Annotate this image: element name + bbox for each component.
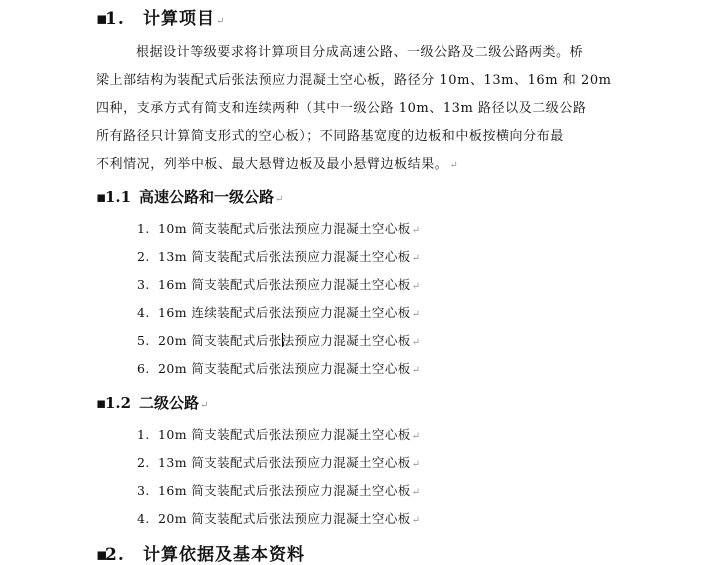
list-item[interactable] [137, 247, 420, 265]
list-item-number: 4. [137, 511, 150, 526]
list-item-text: 13m 简支装配式后张法预应力混凝土空心板 [158, 455, 411, 470]
paragraph-mark-icon: ↵ [411, 365, 421, 376]
list-item-number: 2. [137, 455, 150, 470]
paragraph-mark-icon: ↵ [449, 160, 459, 171]
heading-number: 1.1 [105, 188, 132, 206]
heading-number: 1. [105, 9, 125, 29]
paragraph-line: 根据设计等级要求将计算项目分成高速公路、一级公路及二级公路两类。桥 [136, 45, 584, 60]
paragraph-line: 梁上部结构为装配式后张法预应力混凝土空心板，路径分 10m、13m、16m 和 20m [96, 73, 612, 88]
list-item-text: 13m 简支装配式后张法预应力混凝土空心板 [158, 249, 411, 264]
list-item[interactable] [137, 425, 420, 443]
paragraph-line: 所有路径只计算简支形式的空心板）；不同路基宽度的边板和中板按横向分布最 [96, 129, 564, 144]
section-1-2-heading[interactable] [96, 392, 208, 413]
heading-title: 计算依据及基本资料 [143, 545, 305, 565]
paragraph-mark-icon: ↵ [411, 309, 421, 320]
paragraph-mark-icon: ↵ [411, 281, 421, 292]
paragraph-mark-icon: ↵ [411, 337, 421, 348]
list-item-number: 3. [137, 277, 150, 292]
list-item[interactable] [137, 275, 420, 293]
paragraph-mark-icon: ↵ [411, 487, 421, 498]
paragraph-mark-icon: ↵ [411, 515, 421, 526]
list-item[interactable] [137, 331, 420, 349]
heading-number: 2. [105, 545, 125, 565]
paragraph-line [96, 153, 606, 172]
heading-bullet: ▪ [96, 9, 109, 29]
paragraph-mark-icon: ↵ [411, 253, 421, 264]
paragraph-mark-icon: ↵ [411, 431, 421, 442]
section-2-heading[interactable] [96, 540, 305, 565]
heading-title: 二级公路 [139, 394, 200, 412]
list-item-text: 10m 简支装配式后张法预应力混凝土空心板 [158, 221, 411, 236]
list-item-text: 16m 连续装配式后张法预应力混凝土空心板 [158, 305, 411, 320]
list-item-number: 5. [137, 333, 150, 348]
list-item-text: 法预应力混凝土空心板 [281, 333, 411, 348]
list-item[interactable] [137, 359, 420, 377]
list-item-text: 20m 简支装配式后张法预应力混凝土空心板 [158, 511, 411, 526]
paragraph-mark-icon: ↵ [200, 400, 209, 411]
heading-bullet: ▪ [96, 394, 107, 412]
list-item[interactable] [137, 453, 420, 471]
heading-title: 计算项目 [143, 9, 215, 29]
paragraph-line: 四种，支承方式有简支和连续两种（其中一级公路 10m、13m 路径以及二级公路 [96, 101, 587, 116]
section-1-heading[interactable] [96, 4, 225, 29]
list-item[interactable] [137, 481, 420, 499]
paragraph-mark-icon: ↵ [216, 16, 226, 27]
list-item-number: 2. [137, 249, 150, 264]
list-item-number: 1. [137, 427, 150, 442]
list-item-number: 3. [137, 483, 150, 498]
heading-title: 高速公路和一级公路 [139, 188, 275, 206]
section-1-1-heading[interactable] [96, 186, 283, 207]
list-item[interactable] [137, 219, 420, 237]
list-item-number: 1. [137, 221, 150, 236]
heading-number: 1.2 [105, 394, 132, 412]
list-item-text: 10m 简支装配式后张法预应力混凝土空心板 [158, 427, 411, 442]
paragraph-line-text: 不利情况，列举中板、最大悬臂边板及最小悬臂边板结果。 [96, 157, 449, 172]
paragraph-mark-icon: ↵ [275, 194, 284, 205]
heading-bullet: ▪ [96, 188, 107, 206]
list-item-text: 20m 简支装配式后张法预应力混凝土空心板 [158, 361, 411, 376]
list-item[interactable] [137, 509, 420, 527]
list-item-text: 16m 简支装配式后张法预应力混凝土空心板 [158, 277, 411, 292]
list-item-text: 20m 简支装配式后张 [158, 333, 282, 348]
list-item-text: 16m 简支装配式后张法预应力混凝土空心板 [158, 483, 411, 498]
paragraph-mark-icon: ↵ [411, 225, 421, 236]
paragraph-mark-icon: ↵ [411, 459, 421, 470]
heading-bullet: ▪ [96, 545, 109, 565]
list-item-number: 6. [137, 361, 150, 376]
list-item[interactable] [137, 303, 420, 321]
list-item-number: 4. [137, 305, 150, 320]
